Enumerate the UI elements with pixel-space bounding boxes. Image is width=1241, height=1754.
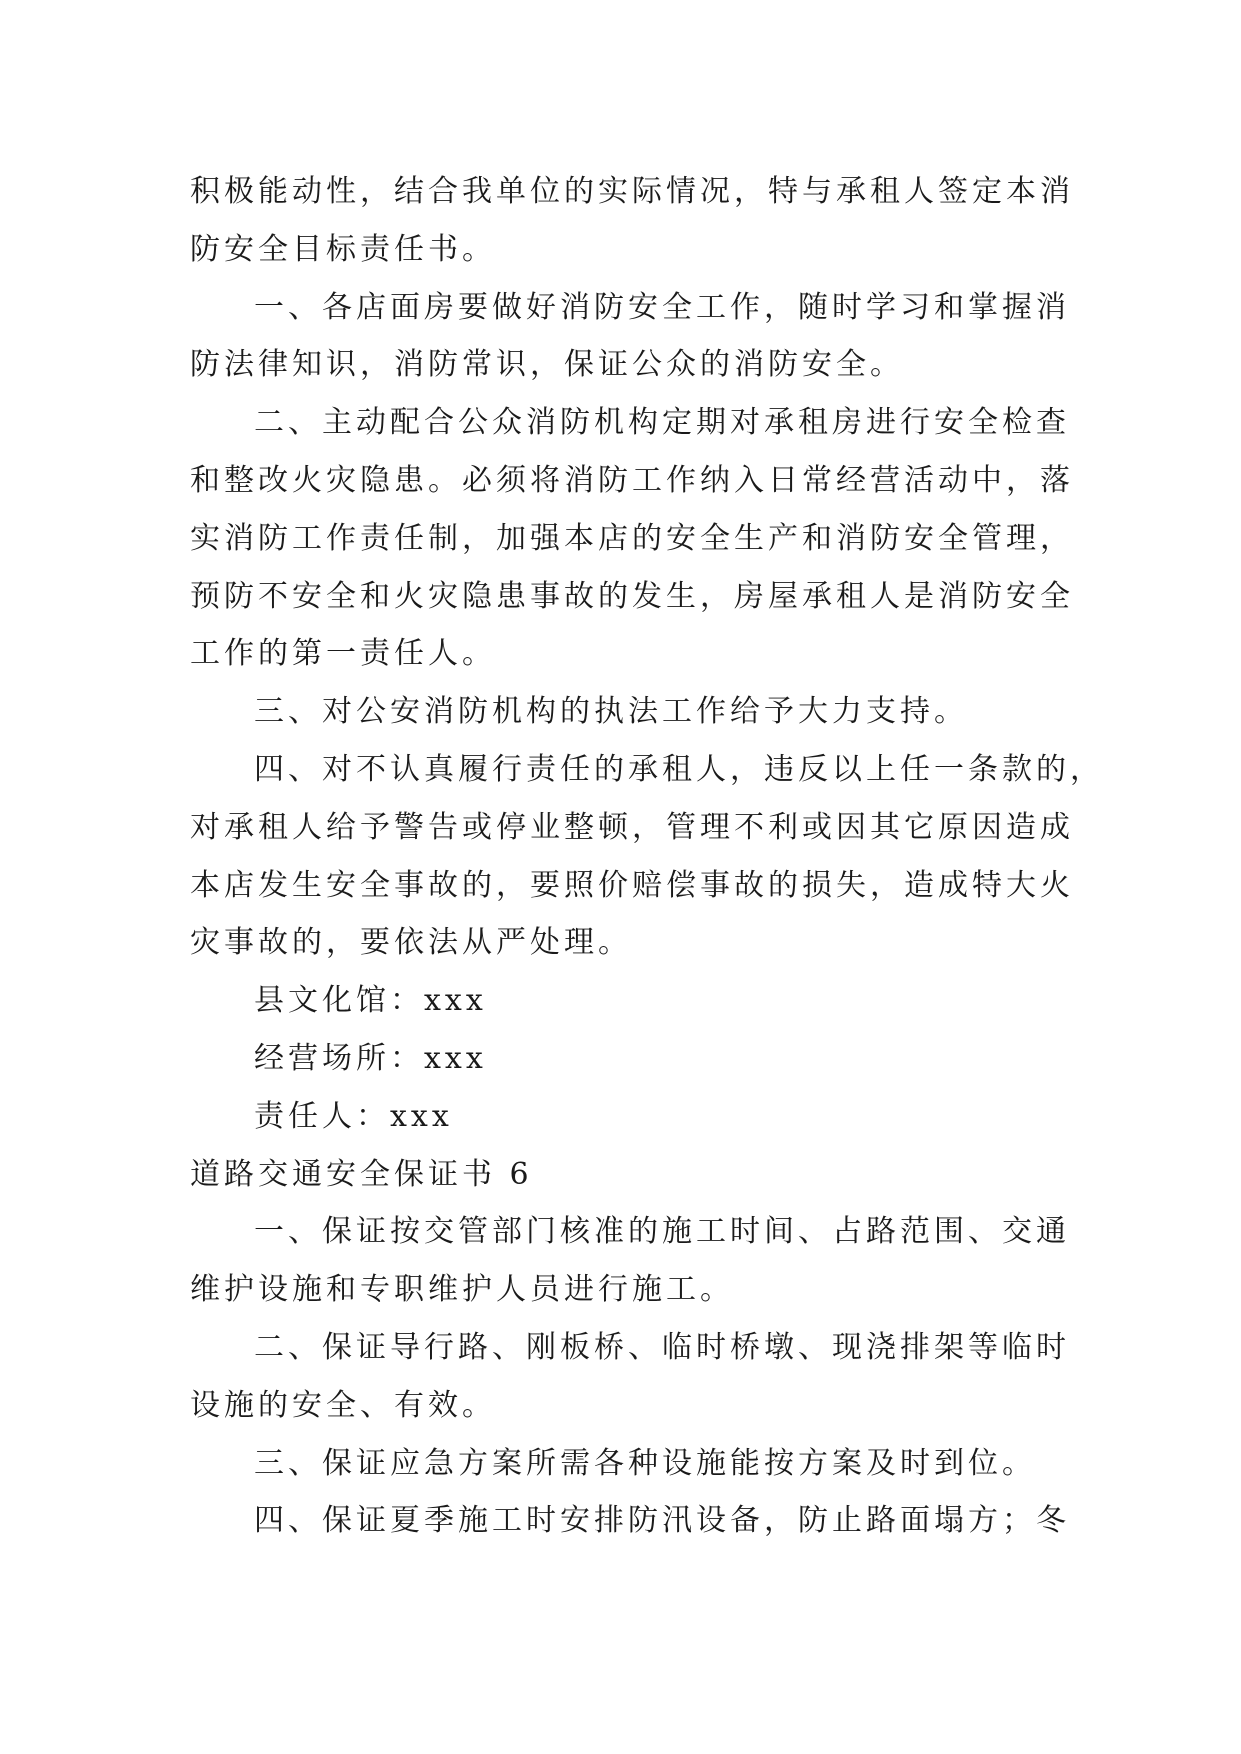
- text-line: 设施的安全、有效。: [190, 1387, 496, 1423]
- paragraph-start-line: 四、保证夏季施工时安排防汛设备，防止路面塌方；冬: [254, 1503, 1070, 1539]
- text-line: 积极能动性，结合我单位的实际情况，特与承租人签定本消: [190, 174, 1074, 209]
- text-line: 防安全目标责任书。: [190, 231, 496, 267]
- text-line: 本店发生安全事故的，要照价赔偿事故的损失，造成特大火: [190, 867, 1074, 903]
- text-line: 工作的第一责任人。: [190, 636, 496, 672]
- text-line: 实消防工作责任制，加强本店的安全生产和消防安全管理，: [190, 520, 1074, 556]
- text-line: 对承租人给予警告或停业整顿，管理不利或因其它原因造成: [190, 809, 1074, 845]
- text-line: 灾事故的，要依法从严处理。: [190, 925, 632, 961]
- paragraph-start-line: 三、对公安消防机构的执法工作给予大力支持。: [254, 694, 968, 730]
- paragraph-start-line: 二、主动配合公众消防机构定期对承租房进行安全检查: [254, 405, 1070, 441]
- section-title: 道路交通安全保证书 6: [190, 1156, 533, 1192]
- signature-responsible-person: 责任人：xxx: [254, 1098, 453, 1134]
- document-body: [190, 163, 1104, 1550]
- signature-county-culture-hall: 县文化馆：xxx: [254, 983, 487, 1019]
- paragraph-start-line: 一、各店面房要做好消防安全工作，随时学习和掌握消: [254, 289, 1070, 325]
- text-line: 预防不安全和火灾隐患事故的发生，房屋承租人是消防安全: [190, 578, 1074, 614]
- text-line: 维护设施和专职维护人员进行施工。: [190, 1272, 734, 1308]
- paragraph-start-line: 四、对不认真履行责任的承租人，违反以上任一条款的，: [254, 751, 1104, 787]
- signature-business-premises: 经营场所：xxx: [254, 1040, 487, 1076]
- text-line: 防法律知识，消防常识，保证公众的消防安全。: [190, 347, 904, 383]
- text-line: 和整改火灾隐患。必须将消防工作纳入日常经营活动中，落: [190, 462, 1074, 498]
- paragraph-start-line: 一、保证按交管部门核准的施工时间、占路范围、交通: [254, 1214, 1070, 1250]
- paragraph-start-line: 三、保证应急方案所需各种设施能按方案及时到位。: [254, 1445, 1036, 1481]
- paragraph-start-line: 二、保证导行路、刚板桥、临时桥墩、现浇排架等临时: [254, 1329, 1070, 1365]
